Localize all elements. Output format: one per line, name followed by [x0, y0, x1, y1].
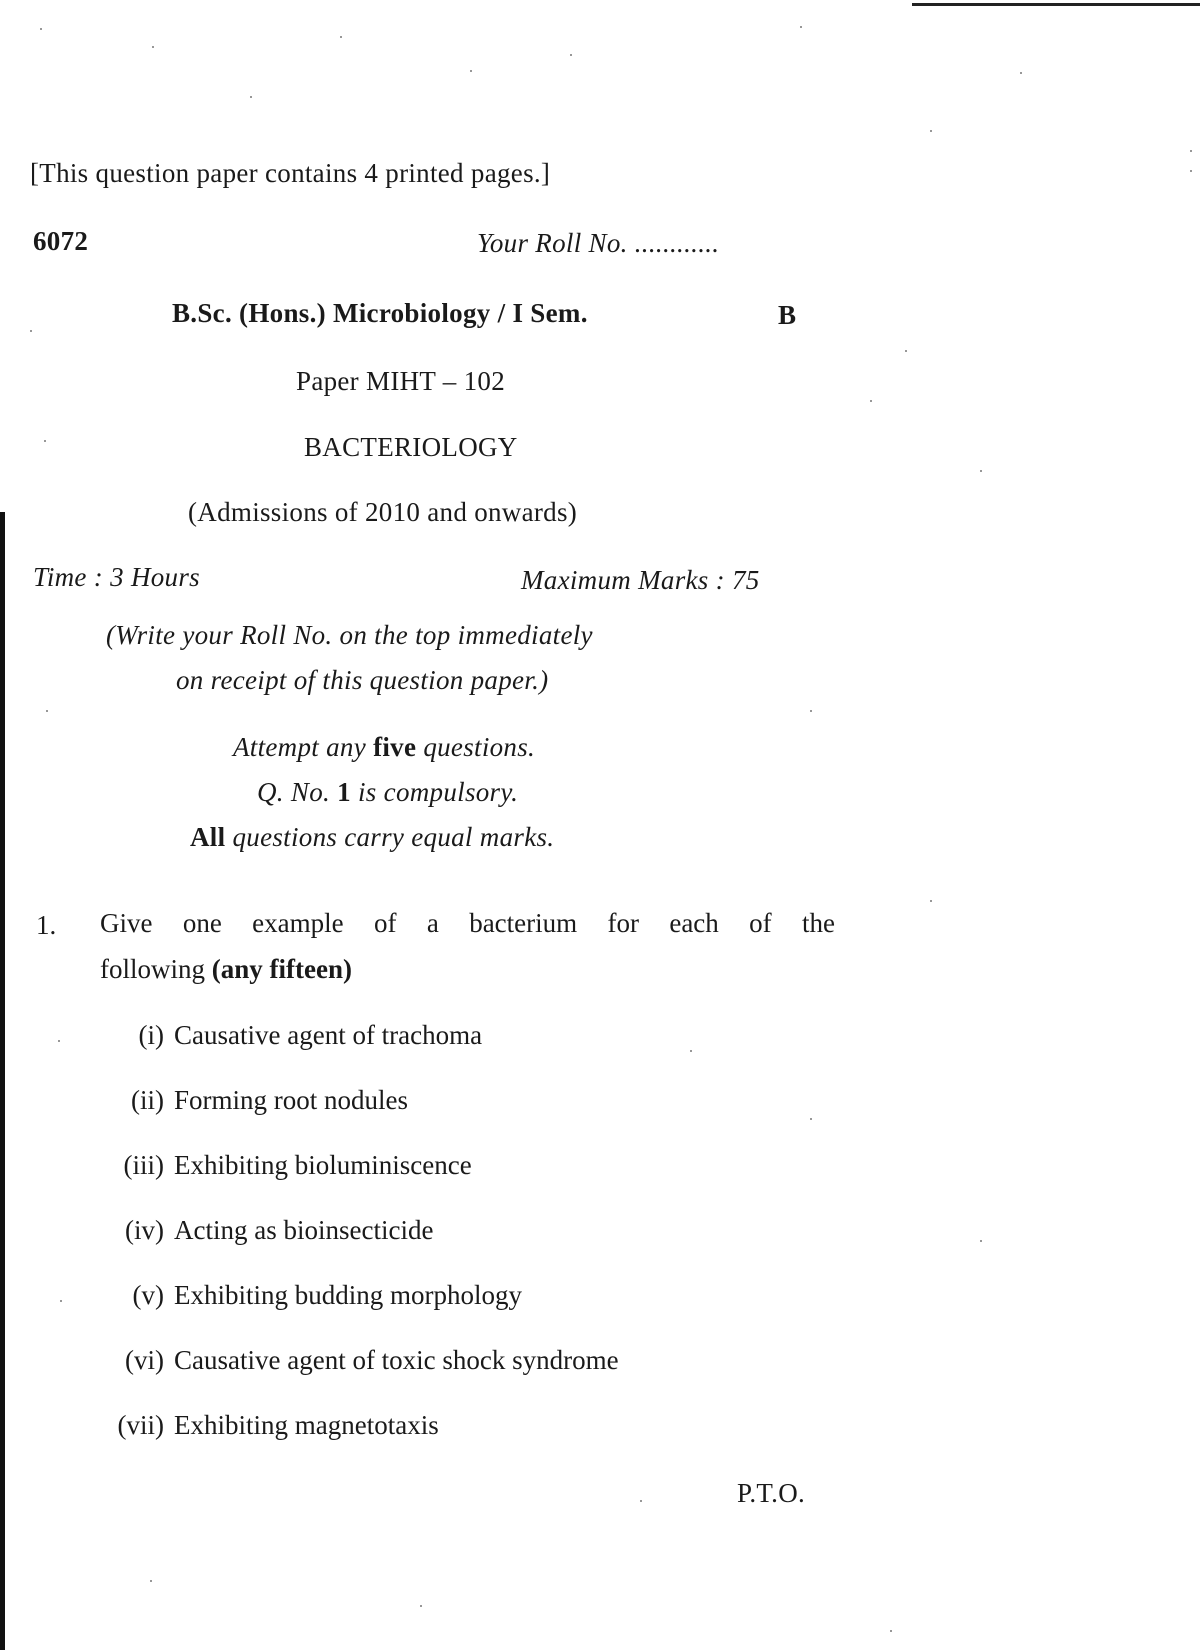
scan-speck [930, 900, 932, 902]
scan-speck [690, 1050, 692, 1052]
scan-speck [40, 28, 42, 30]
scan-speck [890, 1630, 892, 1632]
roll-no-label: Your Roll No. ............ [477, 228, 720, 258]
scan-speck [810, 710, 812, 712]
scan-speck [60, 1300, 62, 1302]
header-note: [This question paper contains 4 printed pages.] [30, 158, 551, 188]
scan-speck [58, 1040, 60, 1042]
list-item: (iv) Acting as bioinsecticide [125, 1215, 434, 1245]
scan-speck [905, 350, 907, 352]
paper-code: 6072 [33, 226, 89, 256]
subject-title: BACTERIOLOGY [304, 432, 518, 462]
scan-edge-shadow [0, 512, 5, 1650]
instruction-line-2: on receipt of this question paper.) [176, 665, 549, 695]
scan-speck [44, 440, 46, 442]
scan-speck [1020, 72, 1022, 74]
set-letter: B [778, 300, 797, 330]
question-1-line-1: Give one example of a bacterium for each of the [100, 908, 835, 938]
scan-speck [1190, 150, 1192, 152]
list-item: (vi) Causative agent of toxic shock syndrome [125, 1345, 619, 1375]
scan-speck [152, 46, 154, 48]
question-1-text [100, 900, 835, 992]
course-title: B.Sc. (Hons.) Microbiology / I Sem. [172, 298, 588, 328]
rule-q1-compulsory: Q. No. 1 is compulsory. [257, 777, 519, 807]
list-item: (iii) Exhibiting bioluminiscence [123, 1150, 472, 1180]
scan-speck [640, 1500, 642, 1502]
scan-speck [930, 130, 932, 132]
scan-speck [470, 70, 472, 72]
paper-number: Paper MIHT – 102 [296, 366, 506, 396]
scan-top-rule [912, 3, 1200, 6]
scan-speck [570, 54, 572, 56]
scan-speck [150, 1580, 152, 1582]
scan-speck [30, 330, 32, 332]
rule-equal-marks: All questions carry equal marks. [190, 822, 555, 852]
scan-speck [810, 1118, 812, 1120]
scan-speck [870, 400, 872, 402]
scan-speck [980, 470, 982, 472]
scan-speck [420, 1605, 422, 1607]
question-1-line-2: following (any fifteen) [100, 954, 352, 984]
maximum-marks: Maximum Marks : 75 [521, 565, 760, 595]
please-turn-over: P.T.O. [737, 1478, 806, 1508]
scan-speck [46, 710, 48, 712]
admissions-note: (Admissions of 2010 and onwards) [188, 497, 578, 527]
list-item: (i) Causative agent of trachoma [138, 1020, 483, 1050]
list-item: (vii) Exhibiting magnetotaxis [117, 1410, 439, 1440]
scan-speck [250, 96, 252, 98]
list-item: (ii) Forming root nodules [131, 1085, 408, 1115]
scan-speck [340, 36, 342, 38]
exam-duration: Time : 3 Hours [33, 562, 200, 592]
rule-attempt-five: Attempt any five questions. [233, 732, 536, 762]
question-number: 1. [36, 910, 57, 940]
scan-speck [800, 26, 802, 28]
scan-speck [980, 1240, 982, 1242]
list-item: (v) Exhibiting budding morphology [132, 1280, 522, 1310]
instruction-line-1: (Write your Roll No. on the top immediately [106, 620, 593, 650]
scan-speck [1190, 170, 1192, 172]
